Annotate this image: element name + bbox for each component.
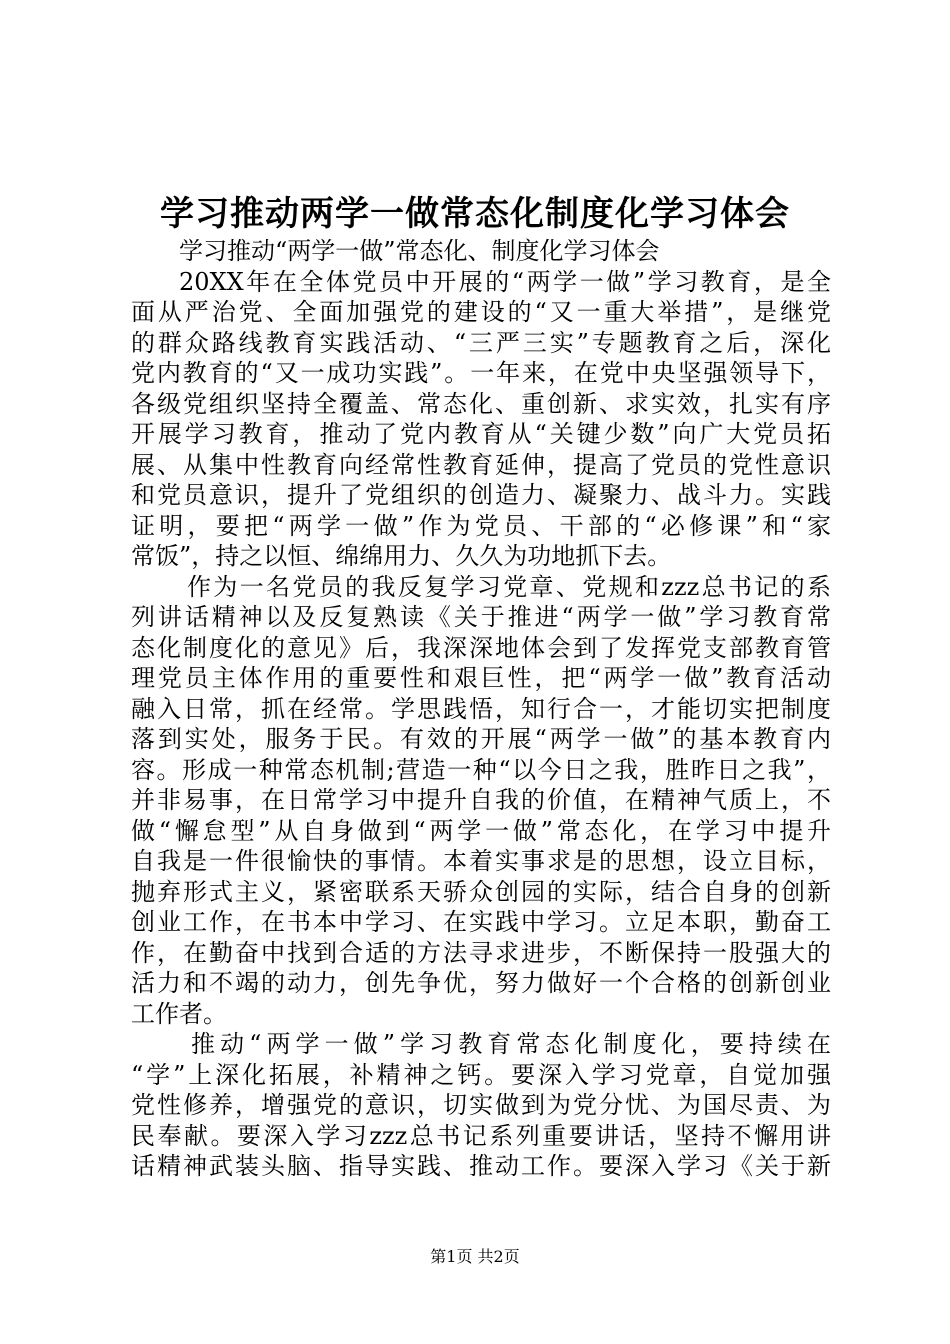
text-line: 列讲话精神以及反复熟读《关于推进“两学一做”学习教育常 [131,603,831,631]
text-line: 态化制度化的意见》后，我深深地体会到了发挥党支部教育管 [131,633,831,662]
text-line: 创业工作，在书本中学习、在实践中学习。立足本职，勤奋工 [131,908,831,936]
document-body [131,236,831,1182]
text-line: 话精神武装头脑、指导实践、推动工作。要深入学习《关于新 [131,1152,831,1180]
text-line: 并非易事，在日常学习中提升自我的价值，在精神气质上，不 [131,786,831,814]
text-line: 抛弃形式主义，紧密联系天骄众创园的实际，结合自身的创新 [131,877,831,906]
text-line: 党性修养，增强党的意识，切实做到为党分忧、为国尽责、为 [131,1091,831,1119]
text-line: 落到实处，服务于民。有效的开展“两学一做”的基本教育内 [131,725,831,753]
text-line: 的群众路线教育实践活动、“三严三实”专题教育之后，深化 [131,328,831,357]
text-line: 理党员主体作用的重要性和艰巨性，把“两学一做”教育活动 [131,664,831,692]
text-line: 推动“两学一做”学习教育常态化制度化，要持续在 [191,1030,831,1058]
text-line: 展、从集中性教育向经常性教育延伸，提高了党员的党性意识 [131,450,831,479]
text-line: 和党员意识，提升了党组织的创造力、凝聚力、战斗力。实践 [131,481,831,509]
text-line: 工作者。 [131,999,227,1028]
document-title: 学习推动两学一做常态化制度化学习体会 [160,194,790,234]
page-footer: 第1页 共2页 [430,1247,520,1266]
text-line: 20XX年在全体党员中开展的“两学一做”学习教育，是全 [179,267,831,296]
text-line: 常饭”，持之以恒、绵绵用力、久久为功地抓下去。 [131,542,672,570]
text-line: 活力和不竭的动力，创先争优，努力做好一个合格的创新创业 [131,969,831,997]
subtitle-line: 学习推动“两学一做”常态化、制度化学习体会 [179,237,660,265]
text-line: 作，在勤奋中找到合适的方法寻求进步，不断保持一股强大的 [131,938,831,967]
text-line: 党内教育的“又一成功实践”。一年来，在党中央坚强领导下， [131,359,831,387]
text-line: 容。形成一种常态机制;营造一种“以今日之我，胜昨日之我”， [131,755,831,784]
text-line: 融入日常，抓在经常。学思践悟，知行合一，才能切实把制度 [131,694,831,723]
text-line: 证明，要把“两学一做”作为党员、干部的“必修课”和“家 [131,511,831,540]
text-line: 做“懈怠型”从自身做到“两学一做”常态化，在学习中提升 [131,816,831,845]
text-line: 自我是一件很愉快的事情。本着实事求是的思想，设立目标， [131,847,831,875]
text-line: 民奉献。要深入学习zzz总书记系列重要讲话，坚持不懈用讲 [131,1121,831,1150]
text-line: 各级党组织坚持全覆盖、常态化、重创新、求实效，扎实有序 [131,389,831,418]
text-line: 开展学习教育，推动了党内教育从“关键少数”向广大党员拓 [131,420,831,448]
text-line: “学”上深化拓展，补精神之钙。要深入学习党章，自觉加强 [131,1060,831,1089]
text-line: 作为一名党员的我反复学习党章、党规和zzz总书记的系 [187,572,831,601]
text-line: 面从严治党、全面加强党的建设的“又一重大举措”，是继党 [131,298,831,326]
